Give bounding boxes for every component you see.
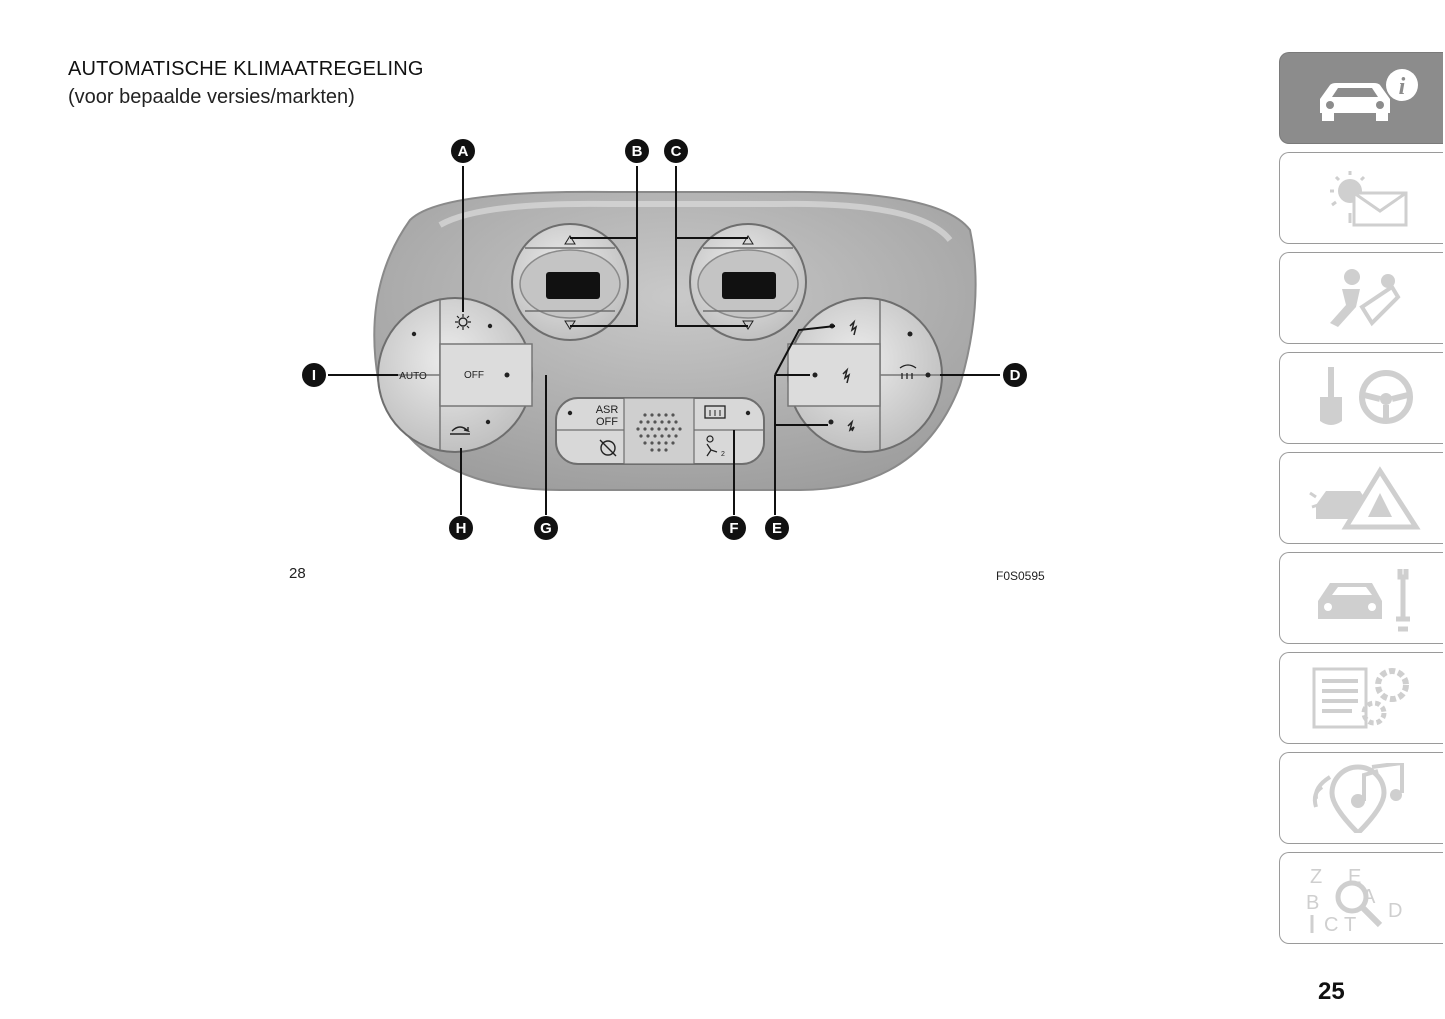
car-warning-triangle-icon	[1302, 463, 1422, 533]
callout-c	[664, 139, 688, 163]
svg-text:D: D	[1387, 900, 1402, 922]
tab-car-info[interactable]	[1279, 52, 1443, 144]
tab-dashboard[interactable]	[1279, 152, 1443, 244]
car-info-icon	[1302, 63, 1422, 133]
callout-i	[302, 363, 326, 387]
page-title: AUTOMATISCHE KLIMAATREGELING	[68, 58, 424, 80]
callout-e	[765, 516, 789, 540]
callout-d	[1003, 363, 1027, 387]
multimedia-music-icon	[1302, 763, 1422, 833]
specs-gears-icon	[1302, 663, 1422, 733]
figure-code: F0S0595	[996, 569, 1045, 583]
tab-safety[interactable]	[1279, 252, 1443, 344]
svg-text:i: i	[1398, 74, 1405, 100]
tab-technical-data[interactable]	[1279, 652, 1443, 744]
svg-text:C: C	[1323, 914, 1338, 933]
svg-text:2: 2	[721, 451, 725, 458]
callout-a	[451, 139, 475, 163]
svg-text:B: B	[1305, 892, 1319, 914]
svg-text:Z: Z	[1309, 866, 1322, 888]
tab-maintenance[interactable]	[1279, 552, 1443, 644]
callout-g	[534, 516, 558, 540]
index-search-icon	[1302, 863, 1422, 933]
key-steering-wheel-icon	[1302, 363, 1422, 433]
seat-airbag-icon	[1302, 263, 1422, 333]
tab-starting-driving[interactable]	[1279, 352, 1443, 444]
dashboard-light-envelope-icon	[1302, 163, 1422, 233]
svg-text:E: E	[1347, 866, 1361, 888]
svg-text:F: F	[729, 520, 739, 537]
climate-control-figure	[280, 130, 1070, 590]
callout-b	[625, 139, 649, 163]
callout-f	[722, 516, 746, 540]
tab-multimedia[interactable]	[1279, 752, 1443, 844]
svg-text:C: C	[670, 143, 682, 160]
figure-number: 28	[289, 565, 306, 582]
car-wrench-icon	[1302, 563, 1422, 633]
page-subtitle: (voor bepaalde versies/markten)	[68, 86, 355, 108]
off-button-label: OFF	[464, 370, 484, 381]
tab-emergency[interactable]	[1279, 452, 1443, 544]
tab-index[interactable]	[1279, 852, 1443, 944]
svg-text:H: H	[455, 520, 467, 537]
svg-text:E: E	[771, 520, 783, 537]
svg-text:B: B	[631, 143, 643, 160]
right-temperature-display	[722, 272, 776, 299]
auto-button-label: AUTO	[399, 371, 427, 382]
svg-text:A: A	[457, 143, 469, 160]
svg-text:I: I	[311, 367, 317, 384]
left-temperature-display	[546, 272, 600, 299]
asr-off-label-line2: OFF	[596, 416, 618, 428]
climate-panel-drawing	[280, 130, 1070, 590]
page-number: 25	[1318, 978, 1345, 1005]
asr-off-label-line1: ASR	[595, 404, 619, 416]
svg-text:D: D	[1009, 367, 1021, 384]
svg-text:G: G	[540, 520, 552, 537]
svg-text:A: A	[1361, 886, 1375, 908]
callout-h	[449, 516, 473, 540]
svg-text:T: T	[1343, 914, 1356, 933]
